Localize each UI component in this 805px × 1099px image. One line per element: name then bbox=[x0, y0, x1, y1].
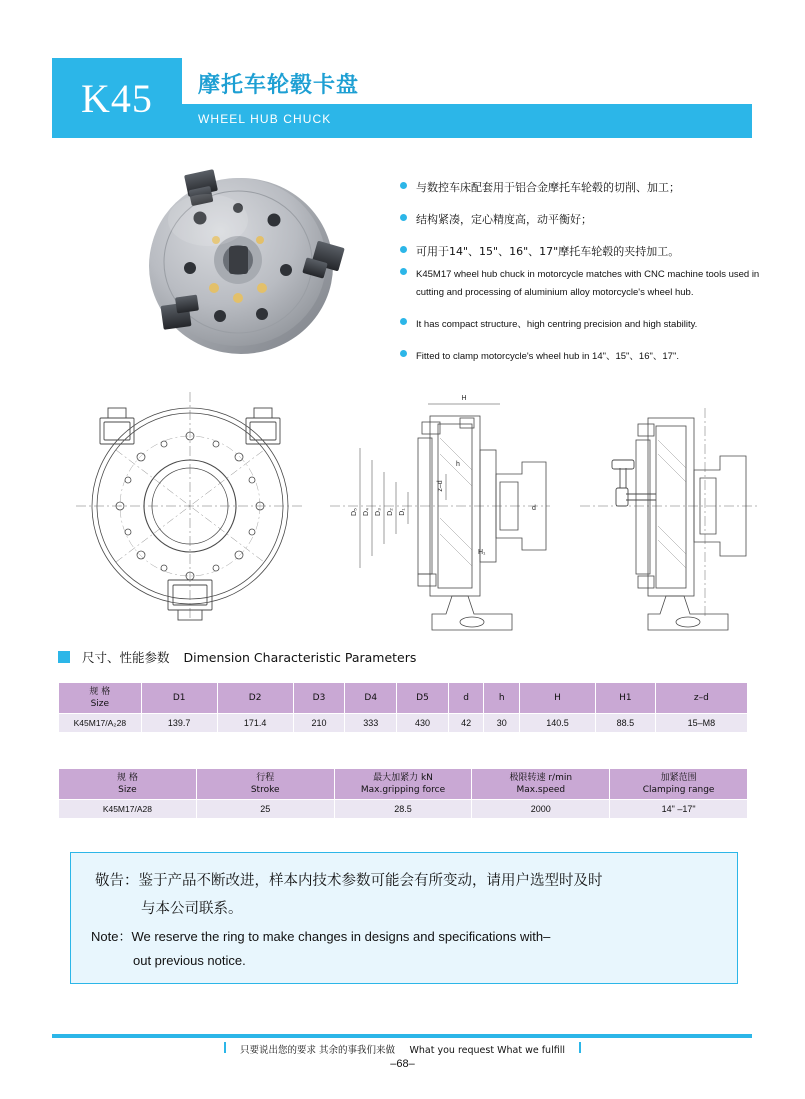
table-header-row bbox=[59, 683, 748, 714]
table-cell: 30 bbox=[484, 714, 520, 733]
table-row bbox=[59, 800, 748, 819]
bullet-dot-icon bbox=[400, 268, 407, 275]
header-cn: 加紧范围 bbox=[660, 773, 697, 783]
header-en: Size bbox=[118, 785, 137, 795]
note-box bbox=[70, 852, 738, 984]
table-cell: 25 bbox=[196, 800, 334, 819]
section-title-cn: 尺寸、性能参数 bbox=[82, 650, 170, 665]
bullet-dot-icon bbox=[400, 182, 407, 189]
drawing-svg bbox=[60, 378, 760, 643]
chuck-photo-image bbox=[128, 148, 358, 363]
header-en: Clamping range bbox=[642, 785, 715, 795]
section-title-en: Dimension Characteristic Parameters bbox=[183, 649, 417, 665]
feature-cn-text: 结构紧凑，定心精度高，动平衡好； bbox=[416, 213, 592, 226]
product-photo bbox=[128, 148, 358, 363]
list-item bbox=[400, 242, 760, 260]
page-header bbox=[52, 58, 752, 138]
bullet-dot-icon bbox=[400, 246, 407, 253]
svg-text:D₃: D₃ bbox=[375, 508, 382, 516]
footer bbox=[0, 1040, 805, 1058]
table-header-cell: D3 bbox=[293, 683, 345, 714]
svg-text:D₄: D₄ bbox=[363, 508, 370, 516]
table-cell: 15–M8 bbox=[655, 714, 747, 733]
note-cn bbox=[95, 867, 715, 923]
table-cell: K45M17/A₂28 bbox=[59, 714, 142, 733]
table-header-cell bbox=[196, 769, 334, 800]
note-cn-line2: 与本公司联系。 bbox=[141, 901, 243, 917]
table-cell: K45M17/A28 bbox=[59, 800, 197, 819]
table-cell: 210 bbox=[293, 714, 345, 733]
feature-en-text: K45M17 wheel hub chuck in motorcycle matches with CNC machine tools used in cutting and processing of aluminium alloy motorcycle's wheel hub. bbox=[416, 269, 760, 298]
header-title-area bbox=[182, 58, 752, 138]
product-title-cn: 摩托车轮毂卡盘 bbox=[198, 73, 360, 98]
bullet-dot-icon bbox=[400, 318, 407, 325]
header-cn: 规 格 bbox=[89, 687, 111, 697]
feature-en-text: It has compact structure、high centring precision and high stability. bbox=[416, 319, 698, 330]
section-marker-icon bbox=[58, 651, 70, 663]
note-en-line1 bbox=[91, 925, 721, 949]
table-header-cell bbox=[610, 769, 748, 800]
header-en: Stroke bbox=[250, 785, 280, 795]
product-code-box bbox=[52, 58, 182, 138]
note-cn-line1: 敬告：鉴于产品不断改进，样本内技术参数可能会有所变动，请用户选型时及时 bbox=[95, 873, 603, 889]
table-cell: 333 bbox=[345, 714, 397, 733]
list-item bbox=[400, 178, 760, 196]
table-cell: 42 bbox=[448, 714, 484, 733]
list-item bbox=[400, 264, 765, 300]
svg-text:D₂: D₂ bbox=[387, 508, 394, 516]
svg-text:D₁: D₁ bbox=[399, 508, 406, 516]
list-item bbox=[400, 346, 765, 364]
footer-tick-left-icon bbox=[224, 1042, 226, 1053]
header-cn: 最大加紧力 kN bbox=[373, 773, 433, 783]
table-row bbox=[59, 714, 748, 733]
table-header-cell: D1 bbox=[141, 683, 217, 714]
note-en bbox=[91, 925, 721, 973]
section-title bbox=[58, 648, 416, 666]
table-header-cell bbox=[59, 769, 197, 800]
footer-text-cn: 只要说出您的要求 其余的事我们来做 bbox=[240, 1045, 396, 1056]
table-header-cell: D4 bbox=[345, 683, 397, 714]
svg-text:H₁: H₁ bbox=[478, 549, 486, 556]
page-number: –68– bbox=[390, 1058, 415, 1070]
table-cell: 14" –17" bbox=[610, 800, 748, 819]
table-header-cell: H1 bbox=[595, 683, 655, 714]
table-header-cell: D2 bbox=[217, 683, 293, 714]
svg-text:h: h bbox=[456, 461, 460, 468]
header-en: Max.speed bbox=[516, 785, 566, 795]
table-header-cell bbox=[472, 769, 610, 800]
footer-rule bbox=[52, 1034, 752, 1038]
features-cn-list bbox=[400, 178, 760, 274]
table-header-cell: z–d bbox=[655, 683, 747, 714]
header-cn: 行程 bbox=[256, 773, 275, 783]
performance-table bbox=[58, 768, 748, 819]
table-cell: 171.4 bbox=[217, 714, 293, 733]
svg-text:d: d bbox=[532, 505, 536, 512]
feature-cn-text: 与数控车床配套用于铝合金摩托车轮毂的切削、加工； bbox=[416, 181, 680, 194]
header-cn: 规 格 bbox=[116, 773, 138, 783]
table-header-cell: d bbox=[448, 683, 484, 714]
table-cell: 139.7 bbox=[141, 714, 217, 733]
feature-cn-text: 可用于14"、15"、16"、17"摩托车轮毂的夹持加工。 bbox=[416, 245, 680, 258]
header-en: Max.gripping force bbox=[360, 785, 446, 795]
header-cn: 极限转速 r/min bbox=[509, 773, 573, 783]
table-cell: 430 bbox=[397, 714, 449, 733]
svg-text:z–d: z–d bbox=[437, 480, 444, 492]
table-cell: 140.5 bbox=[519, 714, 595, 733]
technical-drawings bbox=[60, 378, 760, 643]
table-cell: 2000 bbox=[472, 800, 610, 819]
product-code: K45 bbox=[81, 75, 153, 121]
features-en-list bbox=[400, 264, 765, 378]
table-header-cell: h bbox=[484, 683, 520, 714]
table-cell: 88.5 bbox=[595, 714, 655, 733]
footer-tick-right-icon bbox=[579, 1042, 581, 1053]
header-en: Size bbox=[90, 699, 110, 709]
table-cell: 28.5 bbox=[334, 800, 472, 819]
table-header-cell bbox=[334, 769, 472, 800]
table-header-row bbox=[59, 769, 748, 800]
bullet-dot-icon bbox=[400, 350, 407, 357]
list-item bbox=[400, 210, 760, 228]
dimension-table bbox=[58, 682, 748, 733]
table-header-cell bbox=[59, 683, 142, 714]
table-header-cell: D5 bbox=[397, 683, 449, 714]
bullet-dot-icon bbox=[400, 214, 407, 221]
note-en-line2: out previous notice. bbox=[133, 953, 246, 968]
svg-text:D₅: D₅ bbox=[351, 508, 358, 516]
feature-en-text: Fitted to clamp motorcycle's wheel hub in 14"、15"、16"、17". bbox=[416, 351, 679, 362]
svg-text:H: H bbox=[461, 395, 467, 402]
table-header-cell: H bbox=[519, 683, 595, 714]
note-en-label: Note： bbox=[91, 929, 132, 944]
product-title-en: WHEEL HUB CHUCK bbox=[198, 112, 332, 126]
note-en-text1: We reserve the ring to make changes in designs and specifications with– bbox=[131, 929, 551, 944]
list-item bbox=[400, 314, 765, 332]
footer-text-en: What you request What we fulfill bbox=[409, 1045, 565, 1056]
